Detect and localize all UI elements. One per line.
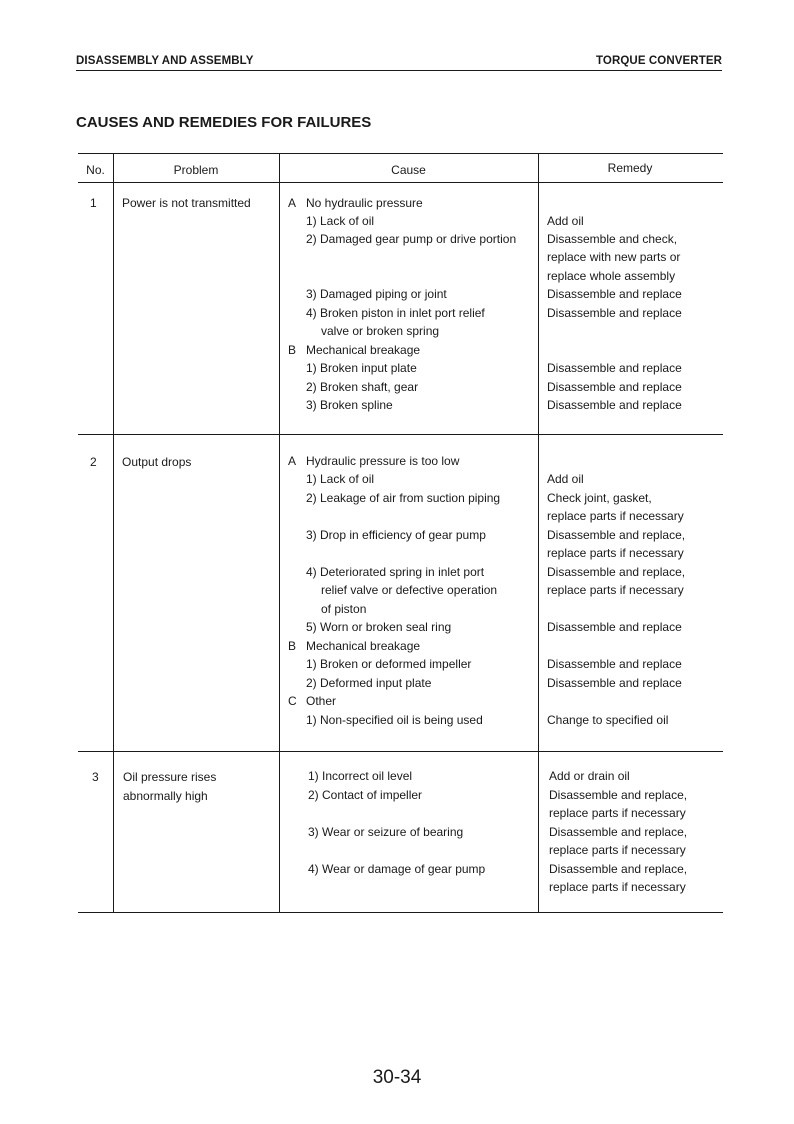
- column-divider: [113, 154, 114, 912]
- cause-group-label: A: [288, 454, 297, 468]
- row-number: 2: [90, 455, 97, 469]
- remedy-text: Disassemble and replace,: [549, 825, 688, 839]
- cause-text: 3) Broken spline: [306, 398, 393, 412]
- cause-text: of piston: [321, 602, 367, 616]
- column-header-no: No.: [86, 163, 105, 177]
- remedy-text: replace parts if necessary: [549, 806, 686, 820]
- problem-text: Output drops: [122, 455, 192, 469]
- cause-text: 1) Incorrect oil level: [308, 769, 413, 783]
- column-header-problem: Problem: [173, 163, 219, 177]
- remedy-text: Disassemble and replace: [547, 620, 682, 634]
- cause-group: [288, 637, 420, 656]
- problem-text: abnormally high: [123, 789, 208, 803]
- remedy-text: replace parts if necessary: [549, 880, 686, 894]
- section-title: CAUSES AND REMEDIES FOR FAILURES: [76, 114, 372, 131]
- cause-text: 2) Damaged gear pump or drive portion: [306, 232, 517, 246]
- cause-text: 4) Broken piston in inlet port relief: [306, 306, 485, 320]
- remedy-text: Disassemble and replace: [547, 676, 682, 690]
- remedy-text: replace with new parts or: [547, 250, 681, 264]
- cause-group-label: C: [288, 694, 297, 708]
- remedy-text: Disassemble and replace: [547, 380, 682, 394]
- cause-text: 2) Contact of impeller: [308, 788, 423, 802]
- cause-text: 2) Leakage of air from suction piping: [306, 491, 501, 505]
- column-divider: [279, 154, 280, 912]
- cause-text: 1) Lack of oil: [306, 214, 375, 228]
- cause-text: 2) Deformed input plate: [306, 676, 432, 690]
- column-header-remedy: Remedy: [607, 161, 653, 175]
- remedy-text: replace parts if necessary: [547, 509, 684, 523]
- cause-text: 2) Broken shaft, gear: [306, 380, 419, 394]
- cause-text: relief valve or defective operation: [321, 583, 498, 597]
- cause-text: 5) Worn or broken seal ring: [306, 620, 452, 634]
- cause-text: Other: [306, 694, 337, 708]
- remedy-text: Disassemble and replace,: [549, 788, 688, 802]
- cause-group: [288, 452, 459, 471]
- page-number: 30-34: [372, 1067, 422, 1088]
- remedy-text: replace parts if necessary: [549, 843, 686, 857]
- cause-group: [288, 692, 336, 711]
- remedy-text: Disassemble and replace: [547, 657, 682, 671]
- column-divider: [538, 154, 539, 912]
- remedy-text: Check joint, gasket,: [547, 491, 652, 505]
- running-header-chapter: TORQUE CONVERTER: [596, 55, 722, 67]
- cause-group-label: B: [288, 639, 297, 653]
- remedy-text: Add or drain oil: [549, 769, 630, 783]
- row-divider: [78, 751, 723, 752]
- row-divider: [78, 434, 723, 435]
- remedy-text: Disassemble and replace: [547, 361, 682, 375]
- cause-text: 1) Non-specified oil is being used: [306, 713, 483, 727]
- cause-group: [288, 194, 423, 213]
- cause-text: valve or broken spring: [321, 324, 440, 338]
- running-header-section: DISASSEMBLY AND ASSEMBLY: [76, 55, 254, 67]
- remedy-text: Change to specified oil: [547, 713, 669, 727]
- cause-group-label: B: [288, 343, 297, 357]
- cause-text: 4) Wear or damage of gear pump: [308, 862, 486, 876]
- remedy-text: replace whole assembly: [547, 269, 676, 283]
- remedy-text: Disassemble and replace: [547, 306, 682, 320]
- cause-text: 1) Lack of oil: [306, 472, 375, 486]
- cause-text: 1) Broken or deformed impeller: [306, 657, 472, 671]
- cause-group-label: A: [288, 196, 297, 210]
- remedy-text: Disassemble and replace: [547, 398, 682, 412]
- cause-text: 1) Broken input plate: [306, 361, 417, 375]
- row-number: 1: [90, 196, 97, 210]
- remedy-text: Disassemble and replace,: [549, 862, 688, 876]
- cause-text: 3) Drop in efficiency of gear pump: [306, 528, 486, 542]
- column-header-cause: Cause: [391, 163, 426, 177]
- remedy-text: Disassemble and replace,: [547, 528, 686, 542]
- cause-group: [288, 341, 420, 360]
- table-top-rule: [78, 153, 723, 154]
- cause-text: 3) Damaged piping or joint: [306, 287, 447, 301]
- cause-text: 4) Deteriorated spring in inlet port: [306, 565, 485, 579]
- row-number: 3: [92, 770, 99, 784]
- remedy-text: Disassemble and replace: [547, 287, 682, 301]
- cause-text: Mechanical breakage: [306, 343, 421, 357]
- remedy-text: replace parts if necessary: [547, 546, 684, 560]
- problem-text: Power is not transmitted: [122, 196, 251, 210]
- table-bottom-rule: [78, 912, 723, 913]
- remedy-text: Disassemble and replace,: [547, 565, 686, 579]
- cause-text: Mechanical breakage: [306, 639, 421, 653]
- header-rule: [76, 70, 722, 71]
- problem-text: Oil pressure rises: [123, 770, 217, 784]
- remedy-text: Add oil: [547, 214, 584, 228]
- cause-text: Hydraulic pressure is too low: [306, 454, 460, 468]
- table-header-rule: [78, 182, 723, 183]
- remedy-text: Disassemble and check,: [547, 232, 678, 246]
- remedy-text: replace parts if necessary: [547, 583, 684, 597]
- cause-text: 3) Wear or seizure of bearing: [308, 825, 464, 839]
- cause-text: No hydraulic pressure: [306, 196, 423, 210]
- remedy-text: Add oil: [547, 472, 584, 486]
